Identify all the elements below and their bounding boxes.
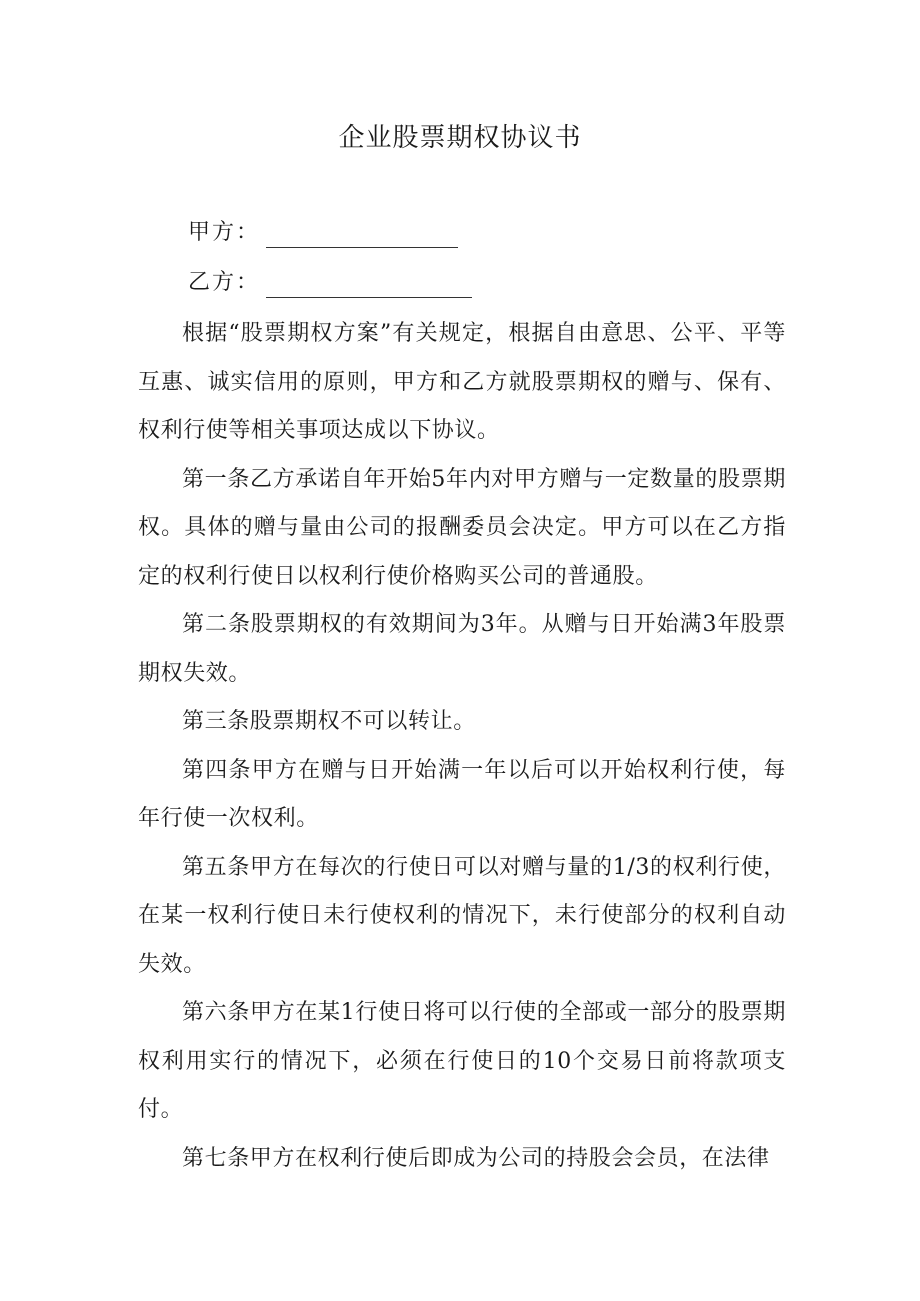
article-1-paragraph: 第一条乙方承诺自年开始5年内对甲方赠与一定数量的股票期权。具体的赠与量由公司的报酬委员会决定。甲方可以在乙方指定的权利行使日以权利行使价格购买公司的普通股。 bbox=[138, 466, 786, 589]
party-a-blank bbox=[266, 225, 458, 248]
party-b-line bbox=[188, 268, 472, 298]
party-a-line bbox=[188, 218, 458, 248]
article-4-paragraph: 第四条甲方在赠与日开始满一年以后可以开始权利行使，每年行使一次权利。 bbox=[138, 757, 786, 831]
article-7-paragraph: 第七条甲方在权利行使后即成为公司的持股会会员，在法律 bbox=[182, 1145, 770, 1171]
agreement-body bbox=[138, 310, 786, 1183]
party-a-label: 甲方： bbox=[188, 220, 261, 245]
preamble-paragraph: 根据“股票期权方案”有关规定，根据自由意思、公平、平等互惠、诚实信用的原则，甲方和乙方就股票期权的赠与、保有、权利行使等相关事项达成以下协议。 bbox=[138, 321, 786, 443]
article-3-paragraph: 第三条股票期权不可以转让。 bbox=[182, 709, 476, 734]
document-title: 企业股票期权协议书 bbox=[338, 123, 582, 153]
party-b-blank bbox=[266, 275, 472, 298]
article-5-paragraph: 第五条甲方在每次的行使日可以对赠与量的1/3的权利行使，在某一权利行使日未行使权利的情况下，未行使部分的权利自动失效。 bbox=[138, 854, 786, 977]
party-b-label: 乙方： bbox=[188, 270, 261, 295]
article-6-paragraph: 第六条甲方在某1行使日将可以行使的全部或一部分的股票期权利用实行的情况下，必须在行使日的10个交易日前将款项支付。 bbox=[138, 1000, 786, 1122]
article-2-paragraph: 第二条股票期权的有效期间为3年。从赠与日开始满3年股票期权失效。 bbox=[138, 612, 786, 686]
